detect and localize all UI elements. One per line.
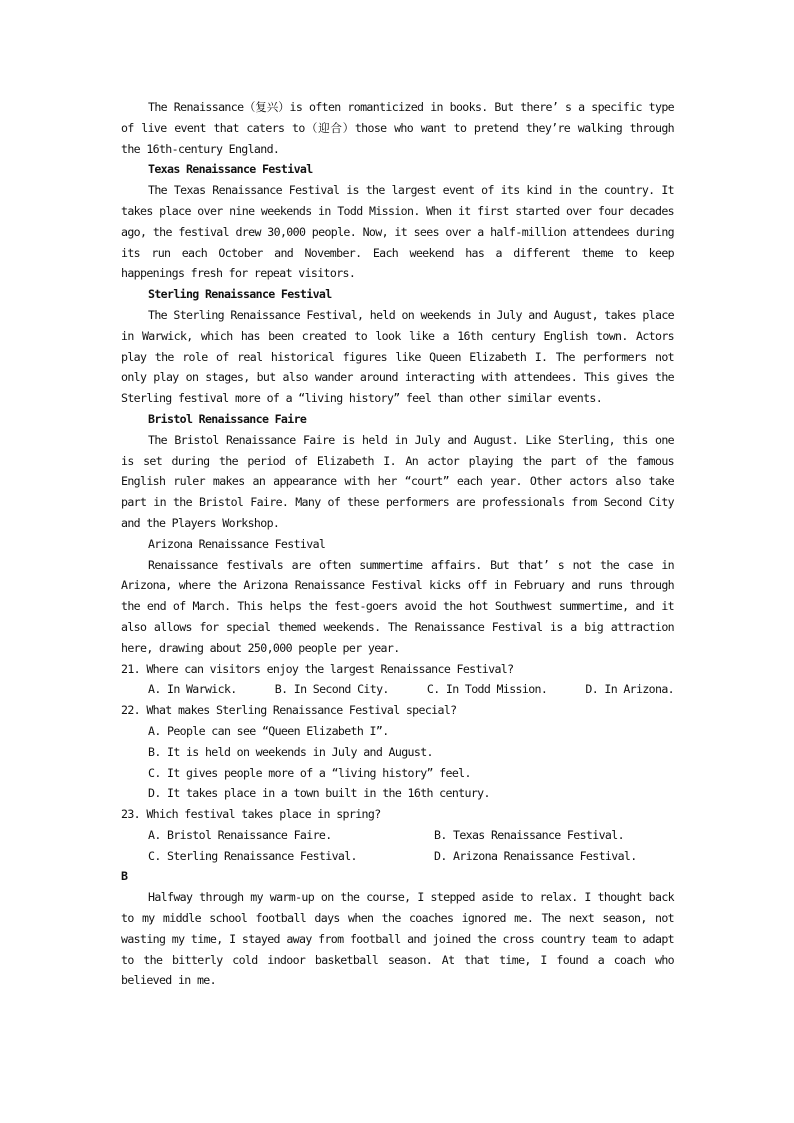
section-title-arizona: Arizona Renaissance Festival <box>148 536 326 551</box>
section-body-texas: The Texas Renaissance Festival is the largest event of its kind in the country. It takes place over nine weekends in Todd Mission. When it first started over four decades ago, the festival drew 30,000 people. Now, it sees over a half-million attendees during its run each October and November. Each weekend has a different theme to keep happenings fresh for repeat visitors. <box>121 183 674 281</box>
question-23-option-a: A. Bristol Renaissance Faire. <box>148 827 332 842</box>
section-body-sterling: The Sterling Renaissance Festival, held on weekends in July and August, takes place in Warwick, which has been created to look like a 16th century English town. Actors play the role of real historical figures like Queen Elizabeth I. The performers not only play on stages, but also wander around interacting with attendees. This gives the Sterling festival more of a “living history” feel than other similar events. <box>121 307 674 406</box>
section-title-texas: Texas Renaissance Festival <box>148 162 313 177</box>
question-23-stem: 23. Which festival takes place in spring? <box>121 807 381 822</box>
passage-b-label: B <box>121 869 128 884</box>
question-21-option-a: A. In Warwick. <box>148 682 237 697</box>
section-title-sterling: Sterling Renaissance Festival <box>148 287 332 302</box>
document-content <box>121 97 674 991</box>
question-21-options <box>121 679 674 700</box>
passage-b-body: Halfway through my warm-up on the course, I stepped aside to relax. I thought back to my middle school football days when the coaches ignored me. The next season, not wasting my time, I stayed away from football and joined the cross country team to adapt to the bitterly cold indoor basketball season. At that time, I found a coach who believed in me. <box>121 890 674 988</box>
section-body-bristol: The Bristol Renaissance Faire is held in July and August. Like Sterling, this one is set during the period of Elizabeth I. An actor playing the part of the famous English ruler makes an appearance with her “court” each year. Other actors also take part in the Bristol Faire. Many of these performers are professionals from Second City and the Players Workshop. <box>121 432 674 530</box>
question-22-stem: 22. What makes Sterling Renaissance Festival special? <box>121 703 457 718</box>
question-22-option-b: B. It is held on weekends in July and August. <box>148 744 433 759</box>
question-21-option-d: D. In Arizona. <box>585 682 674 697</box>
question-23-option-c: C. Sterling Renaissance Festival. <box>148 848 357 863</box>
question-21-option-b: B. In Second City. <box>274 682 389 697</box>
question-23-option-b: B. Texas Renaissance Festival. <box>434 827 624 842</box>
section-body-arizona: Renaissance festivals are often summertime affairs. But that’ s not the case in Arizona, where the Arizona Renaissance Festival kicks off in February and runs through the end of March. This helps the fest-goers avoid the hot Southwest summertime, and it also allows for special themed weekends. The Renaissance Festival is a big attraction here, drawing about 250,000 people per year. <box>121 557 674 655</box>
question-23-option-d: D. Arizona Renaissance Festival. <box>434 848 637 863</box>
question-22-option-c: C. It gives people more of a “living history” feel. <box>148 765 471 780</box>
section-title-bristol: Bristol Renaissance Faire <box>148 411 307 426</box>
question-22-option-d: D. It takes place in a town built in the 16th century. <box>148 786 490 801</box>
question-21-stem: 21. Where can visitors enjoy the largest Renaissance Festival? <box>121 661 514 676</box>
question-23-options <box>121 825 674 867</box>
question-21-option-c: C. In Todd Mission. <box>426 682 548 697</box>
passage-a-intro: The Renaissance（复兴）is often romanticized in books. But there’ s a specific type of live event that caters to（迎合）those who want to pretend they’re walking through the 16th-century England. <box>121 100 674 156</box>
question-22-option-a: A. People can see “Queen Elizabeth I”. <box>148 723 389 738</box>
